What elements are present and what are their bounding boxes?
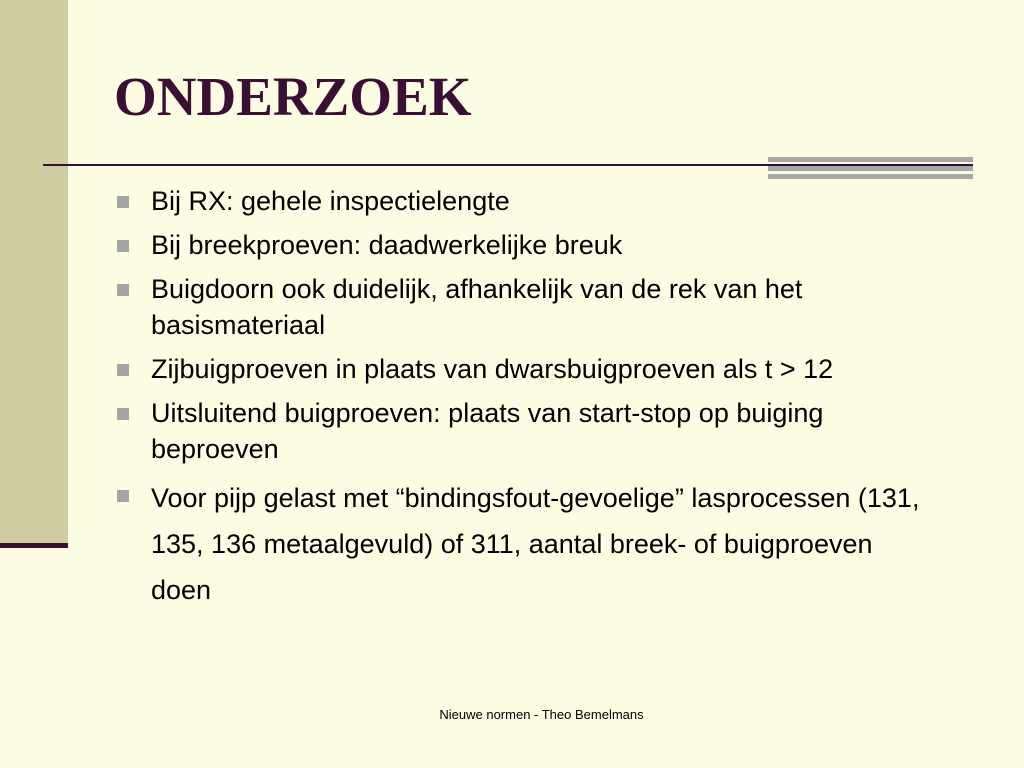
square-bullet-icon bbox=[117, 408, 129, 420]
square-bullet-icon bbox=[117, 240, 129, 252]
bullet-text: Voor pijp gelast met “bindingsfout-gevoelige” lasprocessen (131, 135, 136 metaalgevuld) of 311, aantal breek- of buigproeven doen bbox=[151, 483, 920, 605]
square-bullet-icon bbox=[117, 490, 129, 502]
bullet-text: Uitsluitend buigproeven: plaats van start-stop op buiging beproeven bbox=[151, 398, 824, 464]
bullet-item bbox=[114, 183, 934, 219]
slide-title: ONDERZOEK bbox=[114, 66, 472, 127]
bullet-list bbox=[114, 183, 934, 621]
bullet-item bbox=[114, 395, 934, 467]
slide-footer: Nieuwe normen - Theo Bemelmans bbox=[439, 707, 644, 722]
bullet-item bbox=[114, 227, 934, 263]
square-bullet-icon bbox=[117, 284, 129, 296]
bullet-item bbox=[114, 475, 934, 613]
square-bullet-icon bbox=[117, 196, 129, 208]
bullet-text: Bij breekproeven: daadwerkelijke breuk bbox=[151, 230, 623, 260]
bullet-item bbox=[114, 351, 934, 387]
square-bullet-icon bbox=[117, 364, 129, 376]
bullet-item bbox=[114, 271, 934, 343]
title-accent-stripes bbox=[768, 157, 973, 179]
bullet-text: Zijbuigproeven in plaats van dwarsbuigproeven als t > 12 bbox=[151, 354, 834, 384]
bullet-text: Buigdoorn ook duidelijk, afhankelijk van de rek van het basismateriaal bbox=[151, 274, 803, 340]
bullet-text: Bij RX: gehele inspectielengte bbox=[151, 186, 510, 216]
left-decorative-bar bbox=[0, 0, 68, 546]
left-bar-underline bbox=[0, 543, 68, 548]
